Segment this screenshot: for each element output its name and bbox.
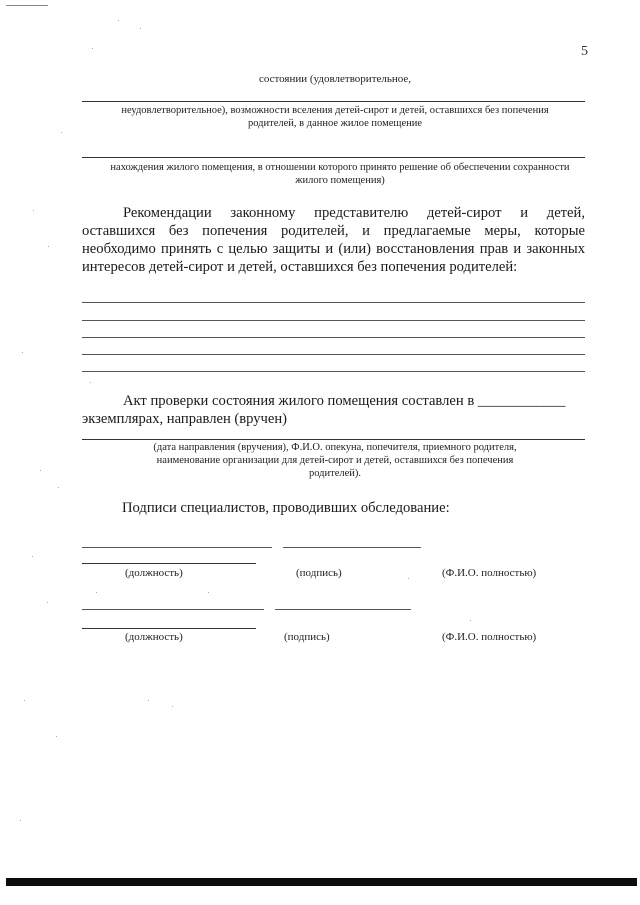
full-name-label: (Ф.И.О. полностью) xyxy=(442,631,537,643)
fill-line xyxy=(82,337,585,338)
fill-line xyxy=(82,354,585,355)
fill-line xyxy=(82,320,585,321)
signature-label: (подпись) xyxy=(284,631,330,643)
recommendations-paragraph: Рекомендации законному представителю детей-сирот и детей, оставшихся без попечения родителей, и предлагаемые меры, которые необходимо принять с целью защиты и (или) восстановления прав и законных интересов детей-сирот и детей, оставшихся без попечения родителей: xyxy=(82,205,585,275)
fill-line xyxy=(82,439,585,440)
condition-lead: состоянии (удовлетворительное, xyxy=(258,73,412,85)
fill-line xyxy=(82,157,585,158)
scan-edge-bar xyxy=(6,878,637,886)
act-caption: (дата направления (вручения), Ф.И.О. опекуна, попечителя, приемного родителя, наименование организации для детей-сирот и детей, оставшихся без попечения родителей). xyxy=(153,442,517,479)
signature-line xyxy=(283,547,421,548)
signatures-heading: Подписи специалистов, проводивших обследование: xyxy=(122,500,450,516)
position-line xyxy=(82,609,264,610)
signature-line xyxy=(275,609,411,610)
position-line xyxy=(82,628,256,629)
signature-line xyxy=(82,547,272,548)
fill-line xyxy=(82,302,585,303)
condition-caption: неудовлетворительное), возможности вселения детей-сирот и детей, оставшихся без попечения родителей, в данное жилое помещение xyxy=(121,105,549,129)
position-label: (должность) xyxy=(125,631,183,643)
location-caption: нахождения жилого помещения, в отношении которого принято решение об обеспечении сохранности жилого помещения) xyxy=(110,162,570,186)
full-name-label: (Ф.И.О. полностью) xyxy=(442,567,537,579)
fill-line xyxy=(82,101,585,102)
act-paragraph: Акт проверки состояния жилого помещения составлен в ____________ экземплярах, направлен (вручен) xyxy=(82,393,566,427)
signature-label: (подпись) xyxy=(296,567,342,579)
position-label: (должность) xyxy=(125,567,183,579)
page-number: 5 xyxy=(581,44,588,59)
position-line xyxy=(82,563,256,564)
fill-line xyxy=(82,371,585,372)
scan-mark xyxy=(6,5,48,6)
